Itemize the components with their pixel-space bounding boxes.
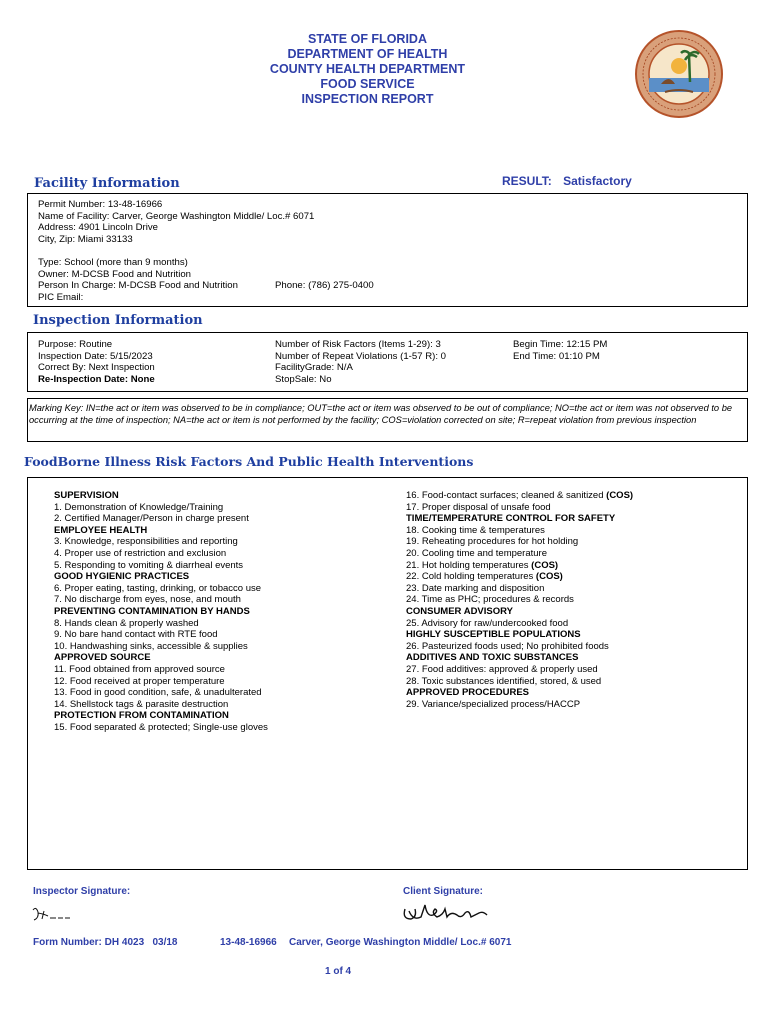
left-checklist-item [54,594,241,606]
item-label: 27. Food additives: approved & properly used [406,664,598,675]
inspector-signature [30,904,74,929]
header-line-4: FOOD SERVICE [320,77,415,91]
inspector-signature-label: Inspector Signature: [33,886,131,897]
right-checklist-item [406,583,544,595]
item-label: TIME/TEMPERATURE CONTROL FOR SAFETY [406,513,616,525]
correct-by: Correct By: Next Inspection [38,362,155,374]
item-label: 9. No bare hand contact with RTE food [54,629,218,641]
left-category-heading [54,525,147,537]
inspection-col-1 [38,339,155,386]
report-header [230,32,505,107]
facility-city-zip: City, Zip: Miami 33133 [38,234,133,246]
inspection-purpose: Purpose: Routine [38,339,113,350]
right-checklist-item [406,548,547,560]
left-checklist-item [54,502,223,514]
right-checklist-item [406,560,558,572]
right-checklist-item [406,571,563,583]
left-category-heading [54,606,250,618]
item-label: 22. Cold holding temperatures [406,571,534,583]
left-checklist-item [54,618,199,630]
risk-factors-section-title: FoodBorne Illness Risk Factors And Public Health Interventions [24,454,474,469]
right-category-heading [406,687,529,699]
reinspection-date: Re-Inspection Date: None [38,374,155,386]
item-label: 28. Toxic substances identified, stored, & used [406,675,602,687]
item-label: 25. Advisory for raw/undercooked food [406,617,569,629]
item-label: 1. Demonstration of Knowledge/Training [54,501,224,513]
item-label: 2. Certified Manager/Person in charge present [54,513,249,525]
right-category-heading [406,629,581,641]
item-label: SUPERVISION [54,490,119,501]
item-label: CONSUMER ADVISORY [406,606,513,617]
left-checklist-item [54,664,225,676]
client-signature [399,901,491,932]
item-label: PROTECTION FROM CONTAMINATION [54,710,229,722]
florida-seal-logo [635,30,723,118]
footer-permit-number: 13-48-16966 [220,937,277,948]
item-label: 24. Time as PHC; procedures & records [406,594,574,606]
inspection-section-title: Inspection Information [33,313,203,328]
right-checklist-item [406,676,601,688]
facility-name: Name of Facility: Carver, George Washington Middle/ Loc.# 6071 [38,210,315,222]
left-checklist-item [54,676,225,688]
header-line-1: STATE OF FLORIDA [308,32,427,46]
item-label: 4. Proper use of restriction and exclusion [54,548,227,559]
left-category-heading [54,652,151,664]
item-label: EMPLOYEE HEALTH [54,524,148,536]
item-label: 17. Proper disposal of unsafe food [406,501,551,513]
inspection-date: Inspection Date: 5/15/2023 [38,350,153,362]
item-label: 6. Proper eating, tasting, drinking, or tobacco use [54,582,262,594]
item-label: 8. Hands clean & properly washed [54,617,199,629]
left-checklist-item [54,560,243,572]
item-label: 16. Food-contact surfaces; cleaned & sanitized [406,490,604,501]
item-label: 7. No discharge from eyes, nose, and mouth [54,594,241,606]
item-label: ADDITIVES AND TOXIC SUBSTANCES [406,652,579,664]
right-checklist-item [406,536,578,548]
facility-owner: Owner: M-DCSB Food and Nutrition [38,268,192,280]
right-checklist-item [406,664,598,676]
right-checklist-item [406,525,545,537]
right-checklist-item [406,699,580,711]
header-line-2: DEPARTMENT OF HEALTH [287,47,448,61]
risk-factor-count: Number of Risk Factors (Items 1-29): 3 [275,339,441,350]
facility-address: Address: 4901 Lincoln Drive [38,222,158,234]
right-checklist-item [406,490,633,502]
left-checklist-item [54,536,238,548]
facility-section-title: Facility Information [34,176,180,191]
result-label [502,174,632,188]
repeat-violation-count: Number of Repeat Violations (1-57 R): 0 [275,350,446,362]
item-label: APPROVED SOURCE [54,652,151,664]
item-label: PREVENTING CONTAMINATION BY HANDS [54,606,250,617]
right-checklist-item [406,594,574,606]
item-label: 11. Food obtained from approved source [54,664,225,675]
left-checklist-item [54,699,228,711]
item-label: 26. Pasteurized foods used; No prohibited foods [406,640,609,652]
person-in-charge: Person In Charge: M-DCSB Food and Nutrition [38,280,238,292]
item-label: APPROVED PROCEDURES [406,687,529,699]
cos-marker: (COS) [528,559,559,571]
item-label: 12. Food received at proper temperature [54,675,225,687]
left-checklist-item [54,583,261,595]
result-value: Satisfactory [563,174,632,188]
page-number: 1 of 4 [325,966,352,977]
facility-grade: FacilityGrade: N/A [275,362,353,374]
left-category-heading [54,571,189,583]
inspection-col-3 [513,339,607,362]
left-category-heading [54,710,229,722]
right-checklist-item [406,502,551,514]
marking-key-text: Marking Key: IN=the act or item was observed to be in compliance; OUT=the act or item was observed to be out of compliance; NO=the act or item was not observed to be occurring at the time of inspection; NA=the act or item is not performed by the facility; COS=violation corrected on site; R=repeat violation from previous inspection [29,403,733,425]
item-label: 5. Responding to vomiting & diarrheal events [54,559,244,571]
right-checklist-item [406,641,609,653]
header-line-5: INSPECTION REPORT [301,92,434,106]
cos-marker: (COS) [603,490,634,501]
item-label: 14. Shellstock tags & parasite destruction [54,698,229,710]
item-label: 18. Cooking time & temperatures [406,524,545,536]
permit-number: Permit Number: 13-48-16966 [38,199,163,210]
facility-type: Type: School (more than 9 months) [38,256,188,268]
left-checklist-item [54,687,262,699]
left-checklist-item [54,513,249,525]
item-label: 21. Hot holding temperatures [406,559,529,571]
item-label: HIGHLY SUSCEPTIBLE POPULATIONS [406,629,581,641]
item-label: 20. Cooling time and temperature [406,548,547,559]
right-category-heading [406,652,578,664]
left-checklist-item [54,641,248,653]
item-label: GOOD HYGIENIC PRACTICES [54,571,190,583]
item-label: 23. Date marking and disposition [406,582,545,594]
right-checklist-item [406,618,568,630]
item-label: 3. Knowledge, responsibilities and reporting [54,536,238,548]
left-checklist-item [54,548,226,560]
footer-facility-name: Carver, George Washington Middle/ Loc.# 6071 [289,937,512,948]
client-signature-label: Client Signature: [403,886,484,897]
left-category-heading [54,490,119,502]
inspection-col-2 [275,339,446,386]
facility-phone: Phone: (786) 275-0400 [275,280,374,292]
end-time: End Time: 01:10 PM [513,350,600,362]
left-checklist-item [54,629,218,641]
item-label: 15. Food separated & protected; Single-use gloves [54,722,268,733]
header-line-3: COUNTY HEALTH DEPARTMENT [269,62,466,76]
facility-info-content [38,199,738,304]
begin-time: Begin Time: 12:15 PM [513,339,608,350]
cos-marker: (COS) [533,571,563,583]
left-checklist-item [54,722,268,734]
result-label-text: RESULT: [502,174,552,188]
item-label: 19. Reheating procedures for hot holding [406,536,579,548]
stop-sale: StopSale: No [275,374,332,386]
item-label: 10. Handwashing sinks, accessible & supplies [54,640,248,652]
item-label: 29. Variance/specialized process/HACCP [406,698,581,710]
form-number: Form Number: DH 4023 03/18 [33,937,178,948]
pic-email: PIC Email: [38,291,84,303]
right-category-heading [406,513,615,525]
item-label: 13. Food in good condition, safe, & unadulterated [54,687,262,699]
right-category-heading [406,606,513,618]
